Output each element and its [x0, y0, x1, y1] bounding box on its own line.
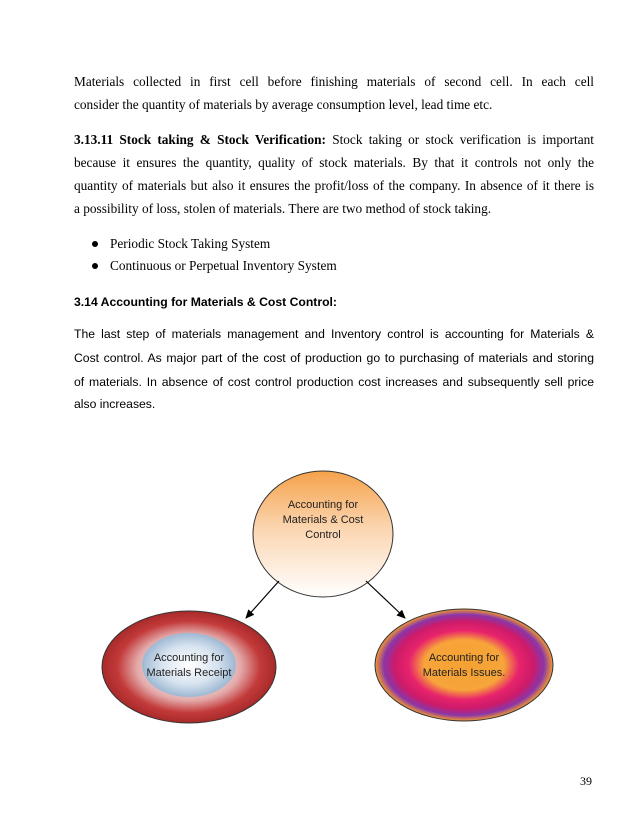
stock-taking-line-2: because it ensures the quantity, quality of stock materials. By that it controls not only the	[74, 155, 594, 170]
paragraph-1-line-2: consider the quantity of materials by average consumption level, lead time etc.	[74, 97, 493, 112]
top-node-label-line: Materials & Cost	[282, 514, 364, 526]
right-node-label-line: Accounting for	[428, 652, 500, 664]
accounting-line-2: Cost control. As major part of the cost of production go to purchasing of materials and storing	[74, 351, 594, 365]
accounting-line-4: also increases.	[74, 397, 156, 411]
right-node-label	[404, 651, 524, 681]
accounting-line-1: The last step of materials management and Inventory control is accounting for Materials &	[74, 327, 594, 341]
top-node-label	[263, 498, 383, 543]
stock-taking-line-4: a possibility of loss, stolen of materials. There are two method of stock taking.	[74, 201, 492, 216]
left-node-label-line: Accounting for	[153, 652, 225, 664]
paragraph-1-line-1: Materials collected in first cell before finishing materials of second cell. In each cell	[74, 74, 594, 89]
accounting-line-3: of materials. In absence of cost control production cost increases and subsequently sell price	[74, 375, 594, 389]
left-node-label-line: Materials Receipt	[146, 667, 232, 679]
page-number: 39	[580, 774, 592, 788]
stock-taking-line-1-rest: Stock taking or stock verification is important	[332, 132, 594, 147]
bullet-item-label: Continuous or Perpetual Inventory System	[110, 258, 337, 273]
stock-taking-heading: 3.13.11 Stock taking & Stock Verification:	[74, 132, 326, 147]
arrow-to-issues	[366, 581, 405, 618]
right-node-label-line: Materials Issues.	[422, 667, 506, 679]
arrow-to-receipt	[246, 581, 279, 618]
accounting-section-heading: 3.14 Accounting for Materials & Cost Control:	[74, 295, 337, 309]
top-node-label-line: Accounting for	[287, 499, 359, 511]
stock-taking-line-3: quantity of materials but also it ensures the profit/loss of the company. In absence of it there is	[74, 178, 594, 193]
left-node-label	[129, 651, 249, 681]
bullet-item-label: Periodic Stock Taking System	[110, 236, 271, 251]
top-node-label-line: Control	[305, 529, 341, 541]
